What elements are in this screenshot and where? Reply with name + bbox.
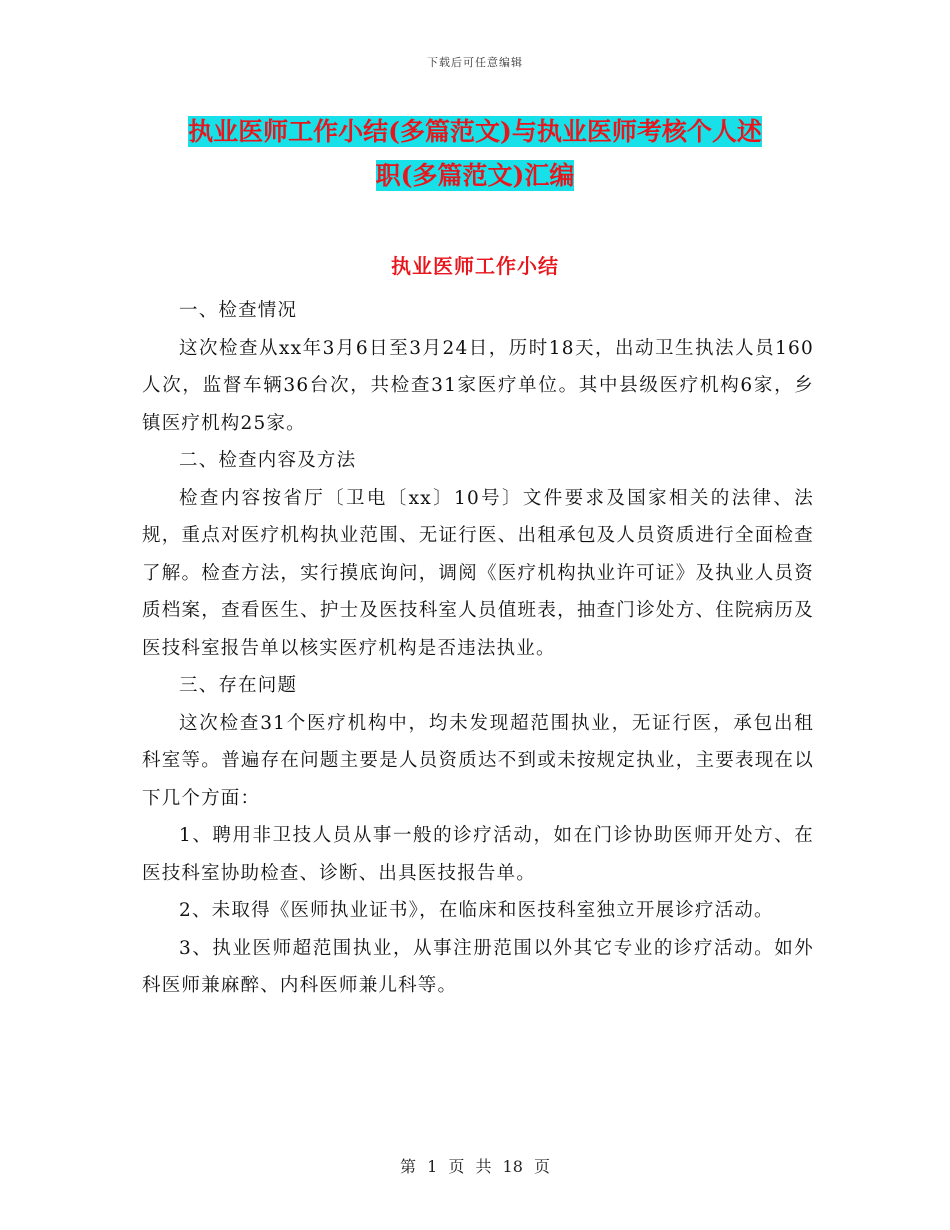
paragraph-problems: 这次检查31个医疗机构中，均未发现超范围执业，无证行医，承包出租科室等。普遍存在问题主要是人员资质达不到或未按规定执业，主要表现在以下几个方面： (142, 712, 814, 809)
heading-problems: 三、存在问题 (179, 675, 298, 696)
problem-item-2: 2、未取得《医师执业证书》，在临床和医技科室独立开展诊疗活动。 (179, 900, 774, 921)
page-footer: 第 1 页 共 18 页 (400, 1157, 550, 1176)
document-title-line1: 执业医师工作小结(多篇范文)与执业医师考核个人述 (188, 117, 762, 146)
document-title-line2: 职(多篇范文)汇编 (375, 161, 575, 190)
problem-item-3: 3、执业医师超范围执业，从事注册范围以外其它专业的诊疗活动。如外科医师兼麻醉、内科医师兼儿科等。 (142, 937, 814, 996)
document-title (140, 110, 810, 198)
heading-inspection-situation: 一、检查情况 (179, 300, 298, 321)
document-body (142, 292, 814, 1005)
paragraph-inspection-content: 检查内容按省厅〔卫电〔xx〕10号〕文件要求及国家相关的法律、法规，重点对医疗机构执业范围、无证行医、出租承包及人员资质进行全面检查了解。检查方法，实行摸底询问，调阅《医疗机构执业许可证》及执业人员资质档案，查看医生、护士及医技科室人员值班表，抽查门诊处方、住院病历及医技科室报告单以核实医疗机构是否违法执业。 (142, 487, 814, 659)
problem-item-1: 1、聘用非卫技人员从事一般的诊疗活动，如在门诊协助医师开处方、在医技科室协助检查、诊断、出具医技报告单。 (142, 825, 814, 884)
header-note: 下载后可任意编辑 (427, 56, 523, 69)
heading-inspection-content: 二、检查内容及方法 (179, 450, 357, 471)
section-title: 执业医师工作小结 (391, 254, 559, 278)
paragraph-inspection-situation: 这次检查从xx年3月6日至3月24日，历时18天，出动卫生执法人员160人次，监督车辆36台次，共检查31家医疗单位。其中县级医疗机构6家，乡镇医疗机构25家。 (142, 337, 814, 434)
